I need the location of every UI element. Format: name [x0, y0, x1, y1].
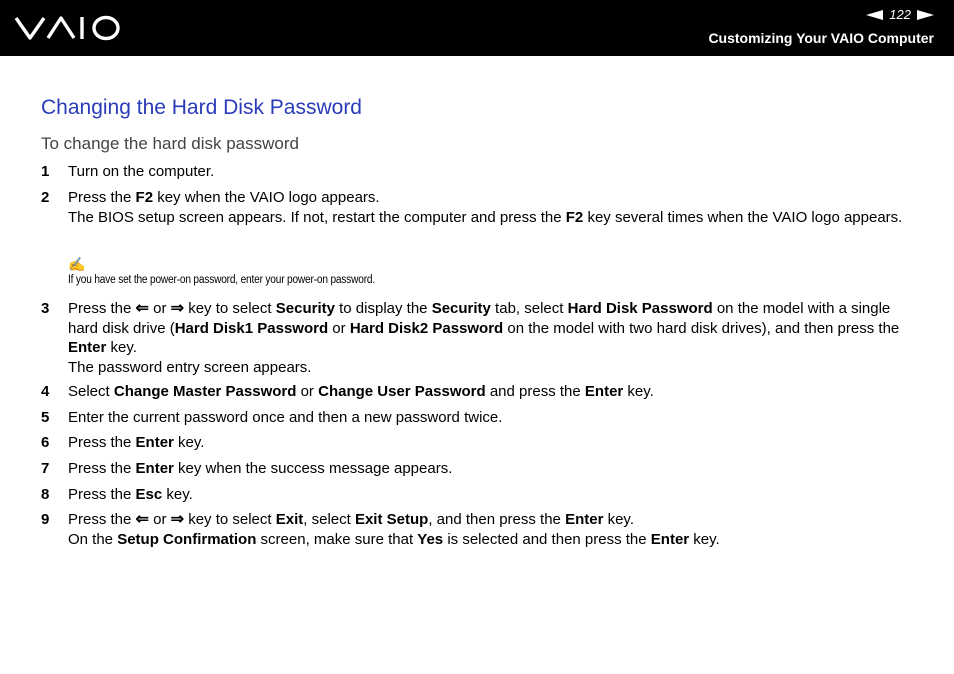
step-8	[41, 485, 921, 505]
step-5	[41, 408, 921, 428]
left-arrow-key-icon: ⇐	[135, 300, 149, 317]
step-3	[41, 299, 921, 377]
page-navigator	[866, 7, 934, 22]
step-6	[41, 433, 921, 453]
step-number: 7	[41, 460, 50, 477]
step-text: Select Change Master Password or Change User Password and press the Enter key.	[68, 383, 654, 400]
step-text: Turn on the computer.	[68, 163, 215, 180]
vaio-logo	[14, 14, 122, 42]
note-box	[68, 256, 417, 286]
page-number: 122	[889, 7, 911, 22]
step-text: Press the Enter key when the success message appears.	[68, 460, 453, 477]
step-number: 9	[41, 511, 50, 528]
pencil-note-icon: ✍	[68, 256, 86, 272]
step-1	[41, 162, 921, 182]
step-9	[41, 510, 921, 549]
step-text: Enter the current password once and then a new password twice.	[68, 409, 503, 426]
step-text: Press the Enter key.	[68, 434, 205, 451]
step-2	[41, 188, 921, 227]
step-number: 6	[41, 434, 50, 451]
step-number: 5	[41, 409, 50, 426]
step-number: 4	[41, 383, 50, 400]
step-number: 8	[41, 486, 50, 503]
step-number: 3	[41, 300, 50, 317]
page-title: Changing the Hard Disk Password	[41, 96, 362, 119]
step-number: 2	[41, 189, 50, 206]
next-page-icon[interactable]	[917, 10, 934, 20]
right-arrow-key-icon: ⇒	[170, 300, 185, 317]
note-text: If you have set the power-on password, enter your power-on password.	[68, 274, 375, 286]
step-text: Press the Esc key.	[68, 486, 193, 503]
step-7	[41, 459, 921, 479]
previous-page-icon[interactable]	[866, 10, 883, 20]
page-header	[0, 0, 954, 56]
section-title: Customizing Your VAIO Computer	[708, 30, 934, 46]
step-text: Press the ⇐ or ⇒ key to select Security to display the Security tab, select Hard Disk Password on the model with a single hard disk drive (Hard Disk1 Password or Hard Disk2 Password on the model with two hard disk drives), and then press the Enter key. The password entry screen appears.	[68, 300, 900, 376]
step-text: Press the ⇐ or ⇒ key to select Exit, select Exit Setup, and then press the Enter key. On the Setup Confirmation screen, make sure that Yes is selected and then press the Enter key.	[68, 511, 720, 548]
left-arrow-key-icon: ⇐	[135, 511, 149, 528]
step-number: 1	[41, 163, 50, 180]
right-arrow-key-icon: ⇒	[170, 511, 185, 528]
procedure-subtitle: To change the hard disk password	[41, 134, 299, 153]
step-text: Press the F2 key when the VAIO logo appears. The BIOS setup screen appears. If not, restart the computer and press the F2 key several times when the VAIO logo appears.	[68, 189, 903, 226]
step-4	[41, 382, 921, 402]
